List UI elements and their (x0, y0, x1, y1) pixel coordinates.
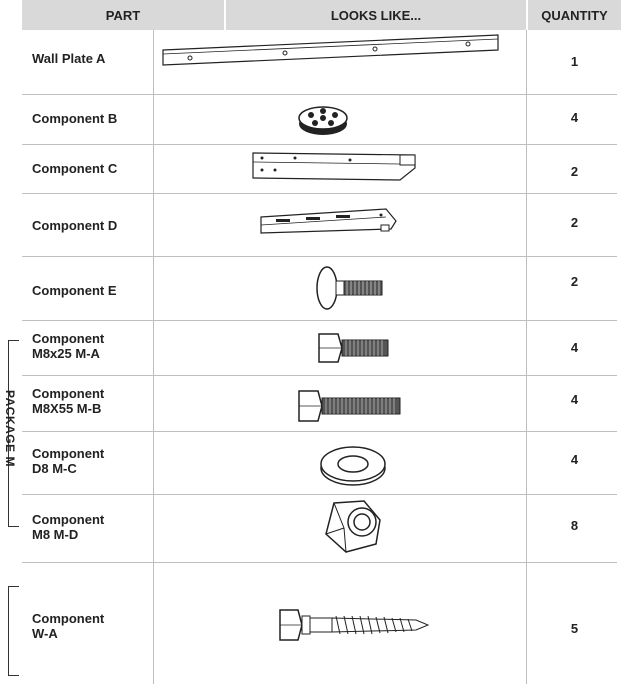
part-quantity: 4 (570, 110, 579, 125)
part-quantity: 2 (570, 215, 579, 230)
bracket-d-icon (256, 205, 401, 237)
part-name: Component C (32, 161, 118, 176)
part-name: Component M8x25 M-A (32, 331, 105, 361)
part-name: Component M8X55 M-B (32, 386, 105, 416)
part-quantity: 5 (570, 621, 579, 636)
nut-icon (320, 498, 384, 556)
header-looks-like-label: LOOKS LIKE... (330, 7, 422, 23)
row-divider (22, 256, 617, 257)
row-divider (22, 320, 617, 321)
part-quantity: 4 (570, 452, 579, 467)
part-name: Component W-A (32, 611, 105, 641)
grid-divider (526, 30, 527, 684)
header-looks-like (226, 0, 526, 30)
header-part (22, 0, 224, 30)
part-name: Component E (32, 283, 117, 298)
part-quantity: 2 (570, 274, 579, 289)
row-divider (22, 375, 617, 376)
spacer-icon (297, 102, 349, 138)
part-name: Component B (32, 111, 118, 126)
row-divider (22, 94, 617, 95)
header-quantity (528, 0, 621, 30)
part-name: Wall Plate A (32, 51, 106, 66)
row-divider (22, 144, 617, 145)
row-divider (22, 494, 617, 495)
bolt-long-icon (296, 387, 404, 425)
part-quantity: 2 (570, 164, 579, 179)
row-divider (22, 193, 617, 194)
header-quantity-label: QUANTITY (541, 7, 608, 23)
package-label: PACKAGE M (3, 390, 17, 467)
washer-icon (318, 444, 388, 488)
lag-screw-icon (276, 604, 432, 646)
part-quantity: 4 (570, 340, 579, 355)
header-part-label: PART (105, 7, 141, 23)
grid-divider (153, 30, 154, 684)
bracket-c-icon (250, 150, 420, 186)
row-divider (22, 431, 617, 432)
row-divider (22, 562, 617, 563)
wall-plate-icon (160, 32, 505, 72)
bolt-short-icon (316, 330, 392, 366)
part-name: Component M8 M-D (32, 512, 105, 542)
part-quantity: 4 (570, 392, 579, 407)
part-quantity: 1 (570, 54, 579, 69)
part-quantity: 8 (570, 518, 579, 533)
part-name: Component D (32, 218, 118, 233)
part-name: Component D8 M-C (32, 446, 105, 476)
package-w-bracket (8, 586, 19, 676)
thumb-screw-icon (312, 263, 384, 313)
